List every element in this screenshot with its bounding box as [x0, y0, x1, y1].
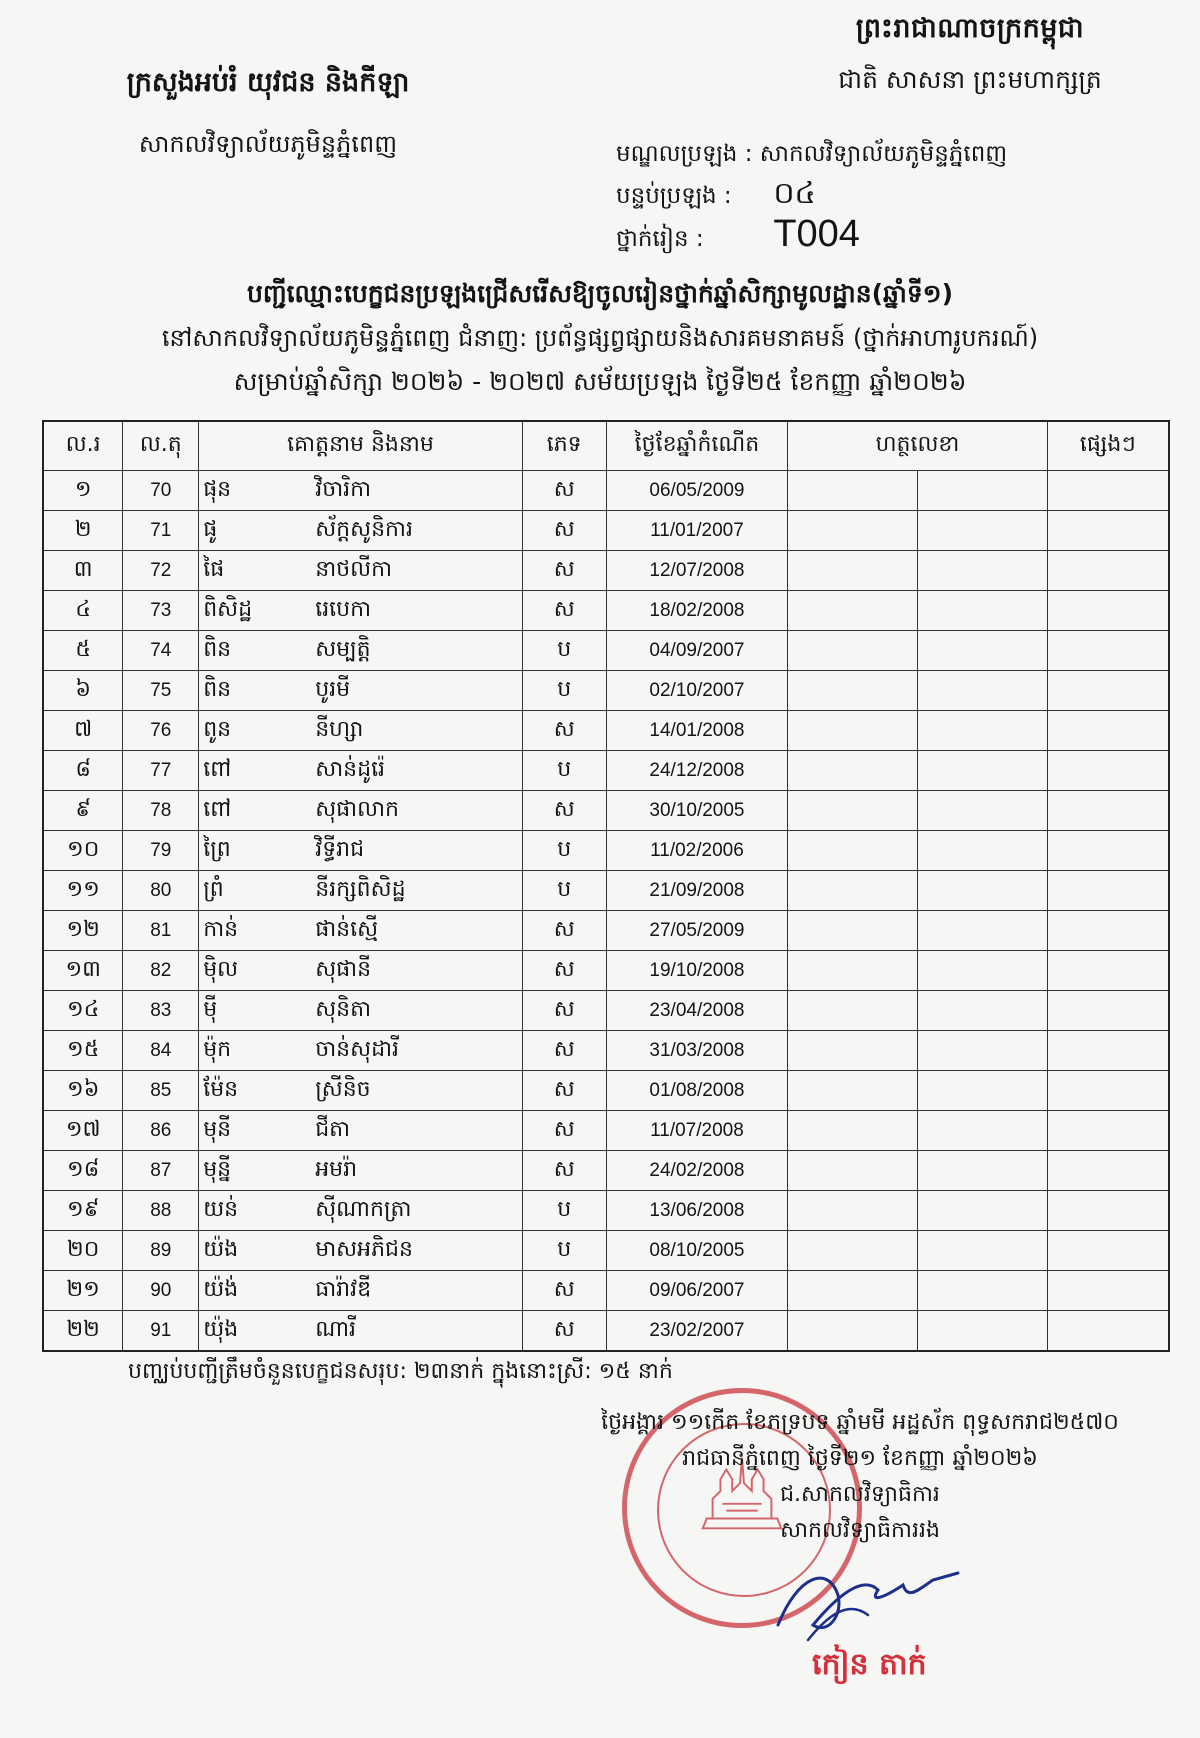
date-of-birth: 23/04/2008: [606, 991, 788, 1031]
table-row: [43, 831, 1169, 871]
sex: ស: [522, 711, 606, 751]
other-cell: [1047, 1071, 1169, 1111]
first-name: ណារី: [315, 1316, 357, 1342]
signer-role-2: សាកលវិទ្យាធិការរង: [780, 1518, 940, 1543]
date-of-birth: 13/06/2008: [606, 1191, 788, 1231]
other-cell: [1047, 511, 1169, 551]
seat-number: 77: [123, 751, 199, 791]
table-row: [43, 951, 1169, 991]
table-row: [43, 911, 1169, 951]
exam-room-value: ០៤: [773, 176, 816, 211]
table-header-row: [43, 421, 1169, 471]
signature-cell-left: [788, 911, 918, 951]
first-name: ជីតា: [315, 1116, 351, 1142]
date-of-birth: 21/09/2008: [606, 871, 788, 911]
first-name: ធារ៉ាវឌី: [315, 1276, 372, 1302]
candidate-name: [199, 751, 523, 791]
other-cell: [1047, 1111, 1169, 1151]
sex: ស: [522, 591, 606, 631]
signature-cell-right: [917, 831, 1047, 871]
first-name: ស្រីនិច: [315, 1076, 371, 1102]
last-name: ពិន: [203, 636, 232, 662]
seat-number: 73: [123, 591, 199, 631]
table-row: [43, 591, 1169, 631]
candidate-name: [199, 471, 523, 511]
first-name: សុផាលាក: [315, 796, 400, 822]
signature-cell-left: [788, 1311, 918, 1352]
signature-cell-right: [917, 511, 1047, 551]
signature-cell-right: [917, 1071, 1047, 1111]
last-name: យ៉ង: [203, 1236, 239, 1262]
other-cell: [1047, 831, 1169, 871]
first-name: នាថលីកា: [315, 556, 393, 582]
handwritten-signature: [768, 1555, 968, 1645]
last-name: ផុន: [203, 476, 232, 502]
sex: ស: [522, 471, 606, 511]
row-number: ១៣: [43, 951, 123, 991]
last-name: ពូន: [203, 716, 232, 742]
class-row: [616, 214, 1007, 254]
seat-number: 88: [123, 1191, 199, 1231]
exam-info: [616, 134, 1007, 254]
date-of-birth: 06/05/2009: [606, 471, 788, 511]
seat-number: 91: [123, 1311, 199, 1352]
row-number: ៧: [43, 711, 123, 751]
candidate-name: [199, 911, 523, 951]
first-name: សុនិតា: [315, 996, 372, 1022]
signature-cell-right: [917, 911, 1047, 951]
signature-cell-right: [917, 1311, 1047, 1352]
seat-number: 83: [123, 991, 199, 1031]
signature-cell-left: [788, 1111, 918, 1151]
seat-number: 81: [123, 911, 199, 951]
row-number: ៦: [43, 671, 123, 711]
date-of-birth: 11/01/2007: [606, 511, 788, 551]
other-cell: [1047, 1191, 1169, 1231]
sex: ស: [522, 1151, 606, 1191]
table-row: [43, 1111, 1169, 1151]
ministry-name: ក្រសួងអប់រំ យុវជន និងកីឡា: [126, 67, 410, 98]
row-number: ៣: [43, 551, 123, 591]
row-number: ២០: [43, 1231, 123, 1271]
seat-number: 86: [123, 1111, 199, 1151]
last-name: យន់: [203, 1196, 239, 1222]
candidate-name: [199, 791, 523, 831]
signature-cell-left: [788, 831, 918, 871]
signature-cell-left: [788, 671, 918, 711]
other-cell: [1047, 991, 1169, 1031]
date-of-birth: 23/02/2007: [606, 1311, 788, 1352]
last-name: ម៉ិល: [203, 956, 239, 982]
last-name: ពៅ: [203, 756, 232, 782]
last-name: មុនី: [203, 1116, 232, 1142]
date-of-birth: 02/10/2007: [606, 671, 788, 711]
row-number: ៥: [43, 631, 123, 671]
date-of-birth: 14/01/2008: [606, 711, 788, 751]
sex: ស: [522, 551, 606, 591]
other-cell: [1047, 951, 1169, 991]
candidate-name: [199, 1071, 523, 1111]
sex: ស: [522, 511, 606, 551]
candidate-name: [199, 831, 523, 871]
first-name: សាន់ដូរ៉េ: [315, 756, 386, 782]
header-other: ផ្សេងៗ: [1047, 421, 1169, 471]
first-name: សម្បត្តិ: [315, 636, 371, 662]
table-row: [43, 1191, 1169, 1231]
row-number: ៩: [43, 791, 123, 831]
signature-cell-left: [788, 711, 918, 751]
exam-center-label: មណ្ឌលប្រឡង :: [616, 141, 753, 167]
candidate-name: [199, 991, 523, 1031]
other-cell: [1047, 1231, 1169, 1271]
signature-cell-left: [788, 471, 918, 511]
seat-number: 72: [123, 551, 199, 591]
other-cell: [1047, 671, 1169, 711]
class-label: ថ្នាក់រៀន :: [616, 226, 704, 252]
signature-cell-right: [917, 791, 1047, 831]
row-number: ១២: [43, 911, 123, 951]
signature-cell-right: [917, 1151, 1047, 1191]
row-number: ១១: [43, 871, 123, 911]
seat-number: 80: [123, 871, 199, 911]
date-of-birth: 11/02/2006: [606, 831, 788, 871]
first-name: នីហ្សា: [315, 716, 364, 742]
row-number: ១៥: [43, 1031, 123, 1071]
header-name: គោត្តនាម និងនាម: [199, 421, 523, 471]
document-session: សម្រាប់ឆ្នាំសិក្សា ២០២៦ - ២០២៧ សម័យប្រឡង ថ្ងៃទី២៥ ខែកញ្ញា ឆ្នាំ២០២៦: [233, 367, 967, 396]
signature-cell-right: [917, 871, 1047, 911]
row-number: ២២: [43, 1311, 123, 1352]
signature-cell-left: [788, 591, 918, 631]
candidate-name: [199, 1111, 523, 1151]
other-cell: [1047, 791, 1169, 831]
signature-cell-left: [788, 991, 918, 1031]
signature-cell-right: [917, 591, 1047, 631]
date-of-birth: 30/10/2005: [606, 791, 788, 831]
candidate-name: [199, 551, 523, 591]
candidate-name: [199, 1231, 523, 1271]
last-name: ម៉ុក: [203, 1036, 232, 1062]
document-titles: [0, 272, 1200, 404]
table-row: [43, 631, 1169, 671]
sex: ស: [522, 951, 606, 991]
date-of-birth: 09/06/2007: [606, 1271, 788, 1311]
header-seat: ល.តុ: [123, 421, 199, 471]
candidate-name: [199, 951, 523, 991]
other-cell: [1047, 1151, 1169, 1191]
last-name: ផៃ: [203, 556, 225, 582]
signature-cell-right: [917, 1271, 1047, 1311]
signature-cell-right: [917, 671, 1047, 711]
document-subtitle: នៅសាកលវិទ្យាល័យភូមិន្ទភ្នំពេញ ជំនាញ: ប្រព័ន្ធផ្សព្វផ្សាយនិងសារគមនាគមន៍ (ថ្នាក់អាហារូបករណ៍): [161, 324, 1039, 352]
header-dob: ថ្ងៃខែឆ្នាំកំណើត: [606, 421, 788, 471]
date-of-birth: 18/02/2008: [606, 591, 788, 631]
first-name: បូរមី: [315, 676, 351, 702]
last-name: ពិន: [203, 676, 232, 702]
signature-cell-right: [917, 951, 1047, 991]
other-cell: [1047, 751, 1169, 791]
table-row: [43, 871, 1169, 911]
table-row: [43, 511, 1169, 551]
sex: ប: [522, 671, 606, 711]
signature-cell-left: [788, 751, 918, 791]
sex: ស: [522, 991, 606, 1031]
other-cell: [1047, 551, 1169, 591]
table-row: [43, 1311, 1169, 1352]
sex: ប: [522, 1231, 606, 1271]
kingdom-header: [820, 12, 1120, 101]
row-number: ១០: [43, 831, 123, 871]
sex: ស: [522, 1111, 606, 1151]
signature-cell-right: [917, 1191, 1047, 1231]
table-row: [43, 991, 1169, 1031]
row-number: ១៤: [43, 991, 123, 1031]
date-of-birth: 19/10/2008: [606, 951, 788, 991]
last-name: ព្រៃ: [203, 836, 231, 862]
row-number: ៨: [43, 751, 123, 791]
signature-cell-left: [788, 791, 918, 831]
table-row: [43, 1231, 1169, 1271]
first-name: ផាន់ស្មើ: [315, 916, 379, 942]
last-name: យ៉ង់: [203, 1276, 239, 1302]
row-number: ១: [43, 471, 123, 511]
last-name: មុន្នី: [203, 1156, 232, 1182]
seat-number: 74: [123, 631, 199, 671]
university-name: សាកលវិទ្យាល័យភូមិន្ទភ្នំពេញ: [138, 130, 398, 158]
summary-line: បញ្ឈប់បញ្ជីត្រឹមចំនួនបេក្ខជនសរុប: ២៣នាក់ ក្នុងនោះស្រី: ១៥ នាក់: [128, 1359, 673, 1384]
exam-center-row: [616, 134, 1007, 174]
signature-cell-left: [788, 1071, 918, 1111]
candidate-name: [199, 871, 523, 911]
row-number: ២: [43, 511, 123, 551]
table-row: [43, 471, 1169, 511]
table-row: [43, 751, 1169, 791]
last-name: កាន់: [203, 916, 239, 942]
last-name: ព្រំ: [203, 876, 224, 902]
date-of-birth: 24/12/2008: [606, 751, 788, 791]
seat-number: 76: [123, 711, 199, 751]
date-of-birth: 04/09/2007: [606, 631, 788, 671]
sex: ប: [522, 751, 606, 791]
table-row: [43, 1031, 1169, 1071]
seat-number: 82: [123, 951, 199, 991]
solar-date: រាជធានីភ្នំពេញ ថ្ងៃទី២១ ខែកញ្ញា ឆ្នាំ២០២៦: [682, 1446, 1038, 1471]
seat-number: 75: [123, 671, 199, 711]
seat-number: 85: [123, 1071, 199, 1111]
signature-cell-left: [788, 1271, 918, 1311]
date-of-birth: 08/10/2005: [606, 1231, 788, 1271]
last-name: ម៉ែន: [203, 1076, 239, 1102]
ministry-header: [88, 66, 448, 164]
table-row: [43, 711, 1169, 751]
seat-number: 84: [123, 1031, 199, 1071]
candidate-name: [199, 671, 523, 711]
signature-cell-right: [917, 1231, 1047, 1271]
signature-cell-left: [788, 1151, 918, 1191]
date-of-birth: 31/03/2008: [606, 1031, 788, 1071]
other-cell: [1047, 631, 1169, 671]
first-name: វិចារិកា: [315, 476, 372, 502]
other-cell: [1047, 1311, 1169, 1352]
table-row: [43, 551, 1169, 591]
table-row: [43, 1151, 1169, 1191]
lunar-date: ថ្ងៃអង្គារ ១១កើត ខែភទ្របទ ឆ្នាំមមី អដ្ឋស័ក ពុទ្ធសករាជ២៥៧០: [601, 1410, 1119, 1435]
sex: ប: [522, 871, 606, 911]
seat-number: 79: [123, 831, 199, 871]
row-number: ១៦: [43, 1071, 123, 1111]
candidate-name: [199, 1191, 523, 1231]
candidate-name: [199, 1151, 523, 1191]
last-name: ពិសិដ្ឋ: [203, 596, 253, 622]
signature-cell-left: [788, 1191, 918, 1231]
candidate-name: [199, 631, 523, 671]
last-name: យ៉ុង: [203, 1316, 239, 1342]
table-row: [43, 791, 1169, 831]
first-name: ស័ក្តសូនិការ: [315, 516, 413, 542]
table-row: [43, 671, 1169, 711]
signature-cell-right: [917, 471, 1047, 511]
other-cell: [1047, 871, 1169, 911]
first-name: រេបេកា: [315, 596, 372, 622]
last-name: ពៅ: [203, 796, 232, 822]
sex: ប: [522, 1191, 606, 1231]
seat-number: 71: [123, 511, 199, 551]
table-row: [43, 1071, 1169, 1111]
signature-cell-right: [917, 1031, 1047, 1071]
date-of-birth: 11/07/2008: [606, 1111, 788, 1151]
other-cell: [1047, 1031, 1169, 1071]
signature-cell-right: [917, 631, 1047, 671]
table-body: [43, 471, 1169, 1352]
row-number: ២១: [43, 1271, 123, 1311]
signature-cell-left: [788, 1031, 918, 1071]
signer-name: កៀន តាក់: [812, 1647, 927, 1682]
sex: ស: [522, 1071, 606, 1111]
sex: ស: [522, 1311, 606, 1352]
first-name: អមរ៉ា: [315, 1156, 358, 1182]
candidate-table: [42, 420, 1170, 1352]
document-title: បញ្ជីឈ្មោះបេក្ខជនប្រឡងជ្រើសរើសឱ្យចូលរៀនថ្នាក់ឆ្នាំសិក្សាមូលដ្ឋាន(ឆ្នាំទី១): [246, 279, 954, 308]
first-name: នីរក្សពិសិដ្ឋ: [315, 876, 406, 902]
kingdom-title: ព្រះរាជាណាចក្រកម្ពុជា: [855, 13, 1085, 44]
exam-room-label: បន្ទប់ប្រឡង :: [616, 183, 732, 209]
seat-number: 89: [123, 1231, 199, 1271]
signature-cell-left: [788, 871, 918, 911]
date-of-birth: 24/02/2008: [606, 1151, 788, 1191]
other-cell: [1047, 1271, 1169, 1311]
sex: ស: [522, 791, 606, 831]
header-no: ល.រ: [43, 421, 123, 471]
date-of-birth: 12/07/2008: [606, 551, 788, 591]
signature-cell-right: [917, 711, 1047, 751]
signature-cell-left: [788, 551, 918, 591]
first-name: មាសអភិជន: [315, 1236, 413, 1262]
seat-number: 70: [123, 471, 199, 511]
first-name: ស៊ីណាកត្រា: [315, 1196, 412, 1222]
last-name: ផូ: [203, 516, 218, 542]
signature-cell-left: [788, 631, 918, 671]
candidate-name: [199, 591, 523, 631]
sex: ស: [522, 1031, 606, 1071]
signature-cell-left: [788, 511, 918, 551]
signature-cell-left: [788, 951, 918, 991]
sex: ប: [522, 631, 606, 671]
seat-number: 90: [123, 1271, 199, 1311]
candidate-name: [199, 711, 523, 751]
national-motto: ជាតិ សាសនា ព្រះមហាក្សត្រ: [838, 65, 1102, 94]
candidate-name: [199, 511, 523, 551]
signer-role-1: ជ.សាកលវិទ្យាធិការ: [780, 1482, 940, 1507]
candidate-name: [199, 1031, 523, 1071]
row-number: ១៨: [43, 1151, 123, 1191]
class-value: T004: [773, 213, 860, 255]
other-cell: [1047, 711, 1169, 751]
sex: ប: [522, 831, 606, 871]
table-row: [43, 1271, 1169, 1311]
row-number: ១៩: [43, 1191, 123, 1231]
date-of-birth: 01/08/2008: [606, 1071, 788, 1111]
sex: ស: [522, 911, 606, 951]
seat-number: 78: [123, 791, 199, 831]
other-cell: [1047, 911, 1169, 951]
row-number: ១៧: [43, 1111, 123, 1151]
signature-cell-right: [917, 1111, 1047, 1151]
signature-cell-right: [917, 991, 1047, 1031]
first-name: ចាន់សុដារី: [315, 1036, 400, 1062]
first-name: វិទ្ធីរាជ: [315, 836, 365, 862]
header-sex: ភេទ: [522, 421, 606, 471]
last-name: ម៉ី: [203, 996, 218, 1022]
other-cell: [1047, 471, 1169, 511]
first-name: សុផានី: [315, 956, 372, 982]
other-cell: [1047, 591, 1169, 631]
date-of-birth: 27/05/2009: [606, 911, 788, 951]
signature-cell-left: [788, 1231, 918, 1271]
candidate-name: [199, 1311, 523, 1352]
exam-center-value: សាកលវិទ្យាល័យភូមិន្ទភ្នំពេញ: [759, 141, 1008, 167]
sex: ស: [522, 1271, 606, 1311]
row-number: ៤: [43, 591, 123, 631]
signature-cell-right: [917, 551, 1047, 591]
date-block: [560, 1405, 1160, 1549]
exam-room-row: [616, 174, 1007, 214]
header-signature: ហត្ថលេខា: [788, 421, 1047, 471]
candidate-name: [199, 1271, 523, 1311]
signature-cell-right: [917, 751, 1047, 791]
seat-number: 87: [123, 1151, 199, 1191]
